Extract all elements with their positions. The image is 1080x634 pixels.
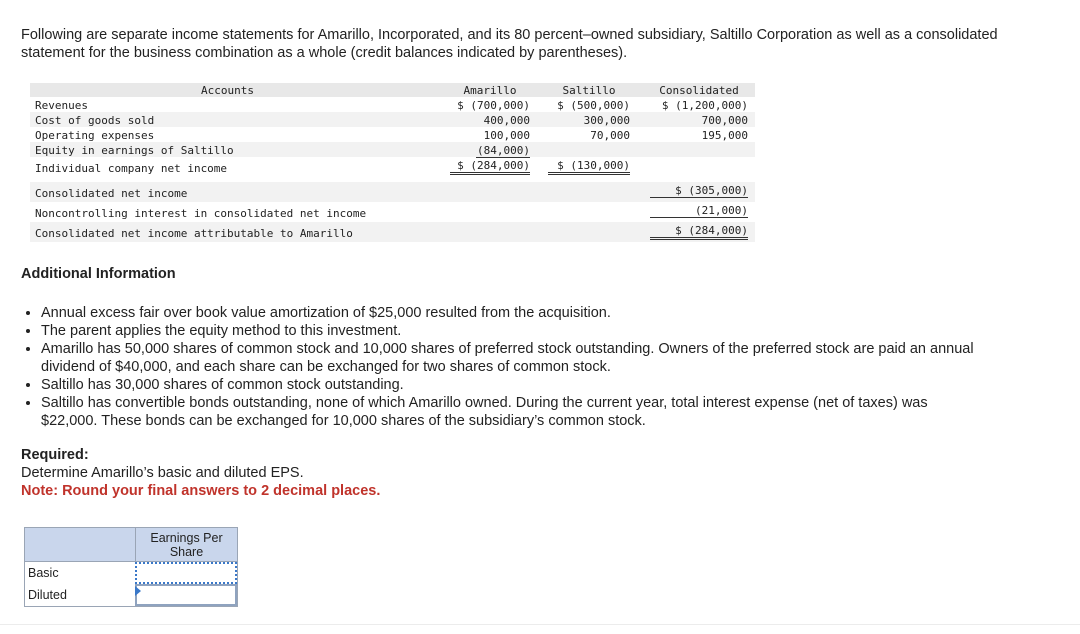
header-amarillo: Amarillo (463, 84, 517, 97)
statement-row-cogs (30, 112, 755, 127)
statement-row-individual-net-income (30, 157, 755, 177)
row-label: Revenues (35, 99, 88, 112)
cell-marker-icon (135, 586, 141, 596)
amarillo-value: 100,000 (483, 129, 530, 142)
basic-eps-input[interactable] (137, 564, 235, 582)
eps-row-basic (24, 562, 238, 585)
row-label: Individual company net income (35, 162, 228, 175)
header-accounts: Accounts (201, 84, 254, 97)
row-label: Equity in earnings of Saltillo (35, 144, 234, 157)
statement-header-row (30, 83, 755, 97)
row-label: Consolidated net income (35, 187, 188, 200)
diluted-label: Diluted (28, 588, 67, 602)
rounding-note: Note: Round your final answers to 2 decimal places. (21, 483, 381, 499)
required-text: Determine Amarillo’s basic and diluted EPS. (21, 465, 304, 481)
row-label: Noncontrolling interest in consolidated net income (35, 207, 367, 220)
basic-label: Basic (28, 566, 59, 580)
eps-header: Earnings Per Share (135, 528, 237, 561)
statement-row-net-income-attributable (30, 222, 755, 242)
eps-answer-table (24, 527, 238, 607)
consolidated-value: 700,000 (701, 114, 748, 127)
eps-header-row (24, 527, 238, 562)
statement-row-consolidated-net-income (30, 182, 755, 202)
additional-info-list (22, 304, 982, 430)
list-item: Annual excess fair over book value amortization of $25,000 resulted from the acquisition. (22, 304, 982, 322)
amarillo-value: $ (700,000) (457, 99, 530, 112)
row-label: Operating expenses (35, 129, 155, 142)
list-item: Amarillo has 50,000 shares of common stock and 10,000 shares of preferred stock outstanding. Owners of the preferred stock are paid an annual dividend of $40,000, and each share can be exchanged for two shares of common stock. (22, 340, 982, 376)
amarillo-value: $ (284,000) (450, 159, 530, 175)
amarillo-value: 400,000 (483, 114, 530, 127)
consolidated-value: $ (305,000) (650, 184, 748, 198)
consolidated-value: (21,000) (650, 204, 748, 218)
statement-row-operating-expenses (30, 127, 755, 142)
list-item: Saltillo has 30,000 shares of common stock outstanding. (22, 376, 982, 394)
required-section (21, 446, 380, 500)
diluted-eps-input[interactable] (137, 586, 235, 604)
eps-row-diluted (24, 584, 238, 607)
statement-row-revenues (30, 97, 755, 112)
diluted-eps-input-cell[interactable] (135, 584, 237, 606)
list-item: Saltillo has convertible bonds outstanding, none of which Amarillo owned. During the current year, total interest expense (net of taxes) was $22,000. These bonds can be exchanged for 10,000 shares of the subsidiary’s common stock. (22, 394, 982, 430)
saltillo-value: 70,000 (570, 129, 630, 143)
saltillo-value: $ (500,000) (557, 99, 630, 112)
divider (0, 624, 1080, 625)
row-label: Consolidated net income attributable to Amarillo (35, 227, 353, 240)
row-label: Cost of goods sold (35, 114, 155, 127)
intro-paragraph: Following are separate income statements for Amarillo, Incorporated, and its 80 percent–owned subsidiary, Saltillo Corporation as well as a consolidated statement for the business combination as a whole (credit balances indicated by parentheses). (21, 27, 998, 61)
basic-eps-input-cell[interactable] (135, 562, 237, 584)
saltillo-value: $ (130,000) (548, 159, 630, 175)
income-statement-table (30, 83, 755, 242)
list-item: The parent applies the equity method to this investment. (22, 322, 982, 340)
statement-row-noncontrolling-interest (30, 202, 755, 222)
saltillo-value: 300,000 (583, 114, 630, 127)
additional-info-heading: Additional Information (21, 266, 176, 282)
header-consolidated: Consolidated (659, 84, 739, 97)
amarillo-value: (84,000) (477, 144, 530, 157)
required-heading: Required: (21, 447, 89, 463)
header-saltillo: Saltillo (562, 84, 616, 97)
statement-row-equity-earnings (30, 142, 755, 157)
consolidated-value: $ (1,200,000) (661, 99, 748, 112)
consolidated-value: 195,000 (690, 129, 748, 143)
consolidated-value: $ (284,000) (650, 224, 748, 240)
